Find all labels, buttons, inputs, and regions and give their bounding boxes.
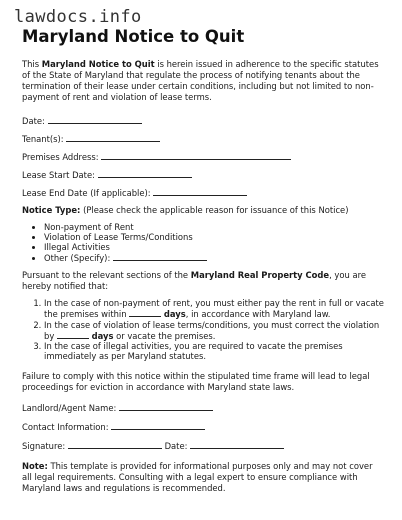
site-brand: lawdocs.info: [14, 7, 142, 27]
lease-start-label: Lease Start Date:: [22, 170, 95, 180]
condition-illegal-activities: 3. In the case of illegal activities, you are required to vacate the premises immediately as per Maryland statutes.: [44, 341, 384, 361]
date-field: [22, 115, 384, 127]
landlord-field: [22, 402, 384, 414]
lease-end-blank[interactable]: [153, 187, 247, 196]
condition-1-text: In the case of non-payment of rent, you must either pay the rent in full or vacate the premises within: [44, 298, 384, 319]
date-blank[interactable]: [48, 115, 142, 124]
tenants-field: [22, 133, 384, 145]
pursuant-text-end: , you are hereby notified that:: [22, 270, 367, 291]
intro-text-end: is herein issued in adherence to the specific statutes of the State of Maryland that regulate the process of notifying tenants about the termination of their lease under certain conditions, including but not limited to non-payment of rent and violation of lease terms.: [22, 59, 379, 102]
failure-paragraph: Failure to comply with this notice within the stipulated time frame will lead to legal proceedings for eviction in accordance with Maryland state laws.: [22, 371, 370, 392]
tenants-blank[interactable]: [66, 133, 160, 142]
condition-1-text-end: , in accordance with Maryland law.: [185, 309, 331, 319]
lease-end-field: [22, 187, 384, 199]
pursuant-paragraph: [22, 270, 384, 292]
notice-type-line: [22, 205, 384, 216]
notice-type-options: [22, 222, 384, 263]
lease-end-label: Lease End Date (If applicable):: [22, 188, 151, 198]
signature-date-blank[interactable]: [190, 440, 284, 449]
contact-field: [22, 421, 384, 433]
intro-text-start: This: [22, 59, 42, 69]
premises-field: [22, 151, 384, 163]
premises-blank[interactable]: [101, 151, 291, 160]
note-text: This template is provided for informational purposes only and may not cover all legal requirements. Consulting with a legal expert to ensure compliance with Maryland laws and regulations is recommended.: [22, 461, 373, 493]
signature-date-label: Date:: [164, 441, 188, 451]
intro-paragraph: [22, 59, 384, 103]
condition-lease-violation: [44, 320, 384, 341]
condition-2-text: In the case of violation of lease terms/conditions, you must correct the violation by: [44, 319, 380, 341]
signature-field: [22, 440, 384, 452]
landlord-label: Landlord/Agent Name:: [22, 403, 117, 413]
signature-blank[interactable]: [68, 440, 162, 449]
option-other-label: Other (Specify):: [44, 253, 111, 263]
lease-start-field: [22, 169, 384, 181]
contact-label: Contact Information:: [22, 422, 109, 432]
signature-label: Signature:: [22, 441, 66, 451]
days-label-1: days: [163, 309, 186, 319]
lease-start-blank[interactable]: [98, 169, 192, 178]
note-label: Note:: [22, 461, 48, 471]
option-lease-violation[interactable]: • Violation of Lease Terms/Conditions: [44, 232, 384, 242]
tenants-label: Tenant(s):: [22, 134, 64, 144]
condition-non-payment: [44, 298, 384, 319]
other-specify-blank[interactable]: [113, 252, 207, 261]
condition-2-text-end: or vacate the premises.: [113, 330, 216, 341]
pursuant-text-start: Pursuant to the relevant sections of the: [22, 270, 191, 280]
option-other[interactable]: [44, 252, 384, 263]
pursuant-code-name: Maryland Real Property Code: [190, 270, 330, 280]
days-blank-1[interactable]: [129, 308, 161, 317]
notice-type-label: Notice Type:: [22, 205, 81, 215]
intro-bold-title: Maryland Notice to Quit: [41, 59, 155, 69]
premises-label: Premises Address:: [22, 152, 99, 162]
notice-type-instruction: (Please check the applicable reason for issuance of this Notice): [80, 205, 349, 215]
days-blank-2[interactable]: [57, 330, 89, 339]
conditions-list: [22, 298, 384, 361]
note-paragraph: [22, 461, 384, 494]
option-non-payment[interactable]: • Non-payment of Rent: [44, 222, 384, 232]
landlord-blank[interactable]: [119, 402, 213, 411]
date-label: Date:: [22, 116, 45, 126]
contact-blank[interactable]: [111, 421, 205, 430]
option-illegal-activities[interactable]: • Illegal Activities: [44, 242, 384, 252]
days-label-2: days: [91, 330, 114, 341]
document-title: Maryland Notice to Quit: [22, 27, 245, 46]
